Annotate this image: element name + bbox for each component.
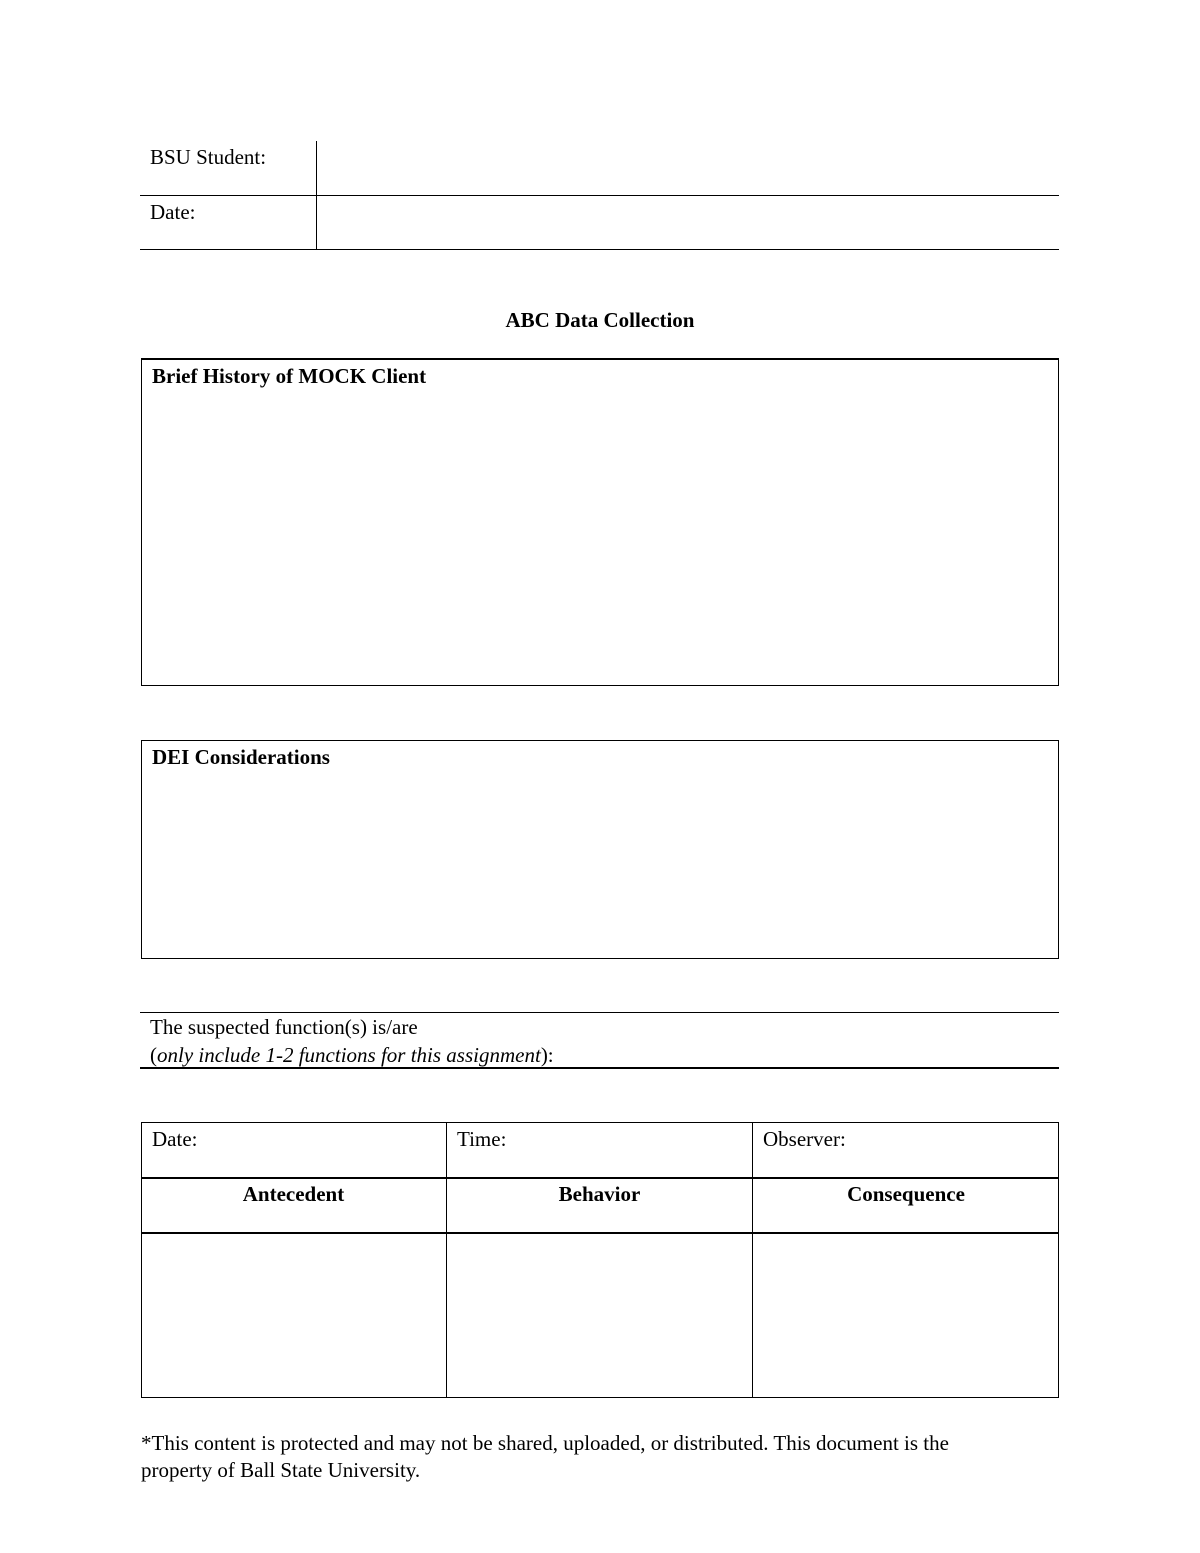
function-line1: The suspected function(s) is/are — [150, 1015, 418, 1039]
abc-time-label: Time: — [457, 1127, 507, 1151]
function-line2: (only include 1-2 functions for this assignment): — [150, 1043, 554, 1067]
behavior-cell[interactable] — [448, 1234, 751, 1396]
column-header-behavior: Behavior — [558, 1182, 641, 1206]
student-field[interactable] — [318, 142, 1058, 194]
footer-line2: property of Ball State University. — [141, 1458, 421, 1482]
column-header-consequence: Consequence — [847, 1182, 965, 1206]
antecedent-cell[interactable] — [142, 1234, 445, 1396]
abc-observer-label: Observer: — [763, 1127, 846, 1151]
column-header-antecedent: Antecedent — [242, 1182, 345, 1206]
abc-date-label: Date: — [152, 1127, 198, 1151]
footer-line1: *This content is protected and may not be shared, uploaded, or distributed. This document is the — [141, 1431, 949, 1455]
date-field[interactable] — [318, 197, 1058, 248]
history-box[interactable] — [141, 358, 1059, 686]
student-label: BSU Student: — [150, 145, 267, 169]
history-heading: Brief History of MOCK Client — [152, 364, 427, 388]
consequence-cell[interactable] — [754, 1234, 1058, 1396]
dei-heading: DEI Considerations — [152, 745, 330, 769]
date-label: Date: — [150, 200, 196, 224]
page-title: ABC Data Collection — [505, 308, 695, 332]
dei-box[interactable] — [141, 740, 1059, 959]
